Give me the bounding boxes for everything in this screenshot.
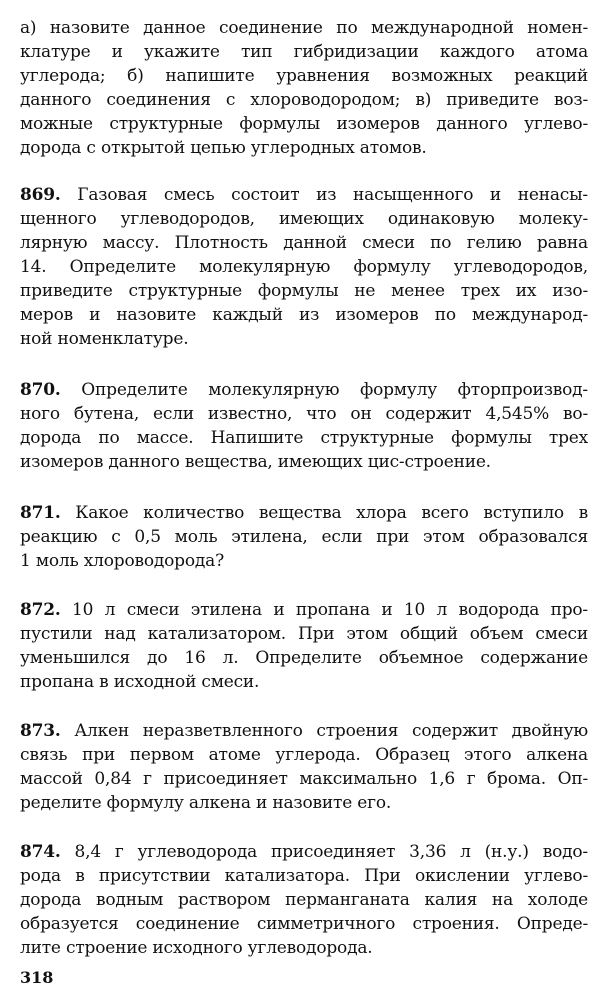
problem-first-line — [20, 598, 588, 622]
problem-line: дорода водным раствором перманганата калия на холоде — [20, 890, 588, 910]
problem-line: пропана в исходной смеси. — [20, 672, 260, 692]
page-number: 318 — [20, 968, 54, 987]
problem-first-line — [20, 719, 588, 743]
problem-text: 8,4 г углеводорода присоединяет 3,36 л (н.у.) водо- — [74, 842, 588, 862]
intro-paragraph — [20, 16, 588, 160]
problem-line: пустили над катализатором. При этом общий объем смеси — [20, 624, 588, 644]
problem-number: 871. — [20, 503, 61, 523]
problem-872 — [20, 598, 588, 694]
problem-line: изомеров данного вещества, имеющих цис-строение. — [20, 452, 491, 472]
intro-line: а) назовите данное соединение по международной номен- — [20, 18, 588, 38]
problem-869 — [20, 183, 588, 351]
problem-line: образуется соединение симметричного строения. Опреде- — [20, 914, 588, 934]
intro-line: можные структурные формулы изомеров данного углево- — [20, 114, 588, 134]
problem-number: 874. — [20, 842, 61, 862]
problem-874 — [20, 840, 588, 960]
problem-text: 10 л смеси этилена и пропана и 10 л водорода про- — [72, 600, 588, 620]
problem-number: 873. — [20, 721, 61, 741]
problem-number: 869. — [20, 185, 61, 205]
problem-line: дорода по массе. Напишите структурные формулы трех — [20, 428, 588, 448]
problem-line: ределите формулу алкена и назовите его. — [20, 793, 392, 813]
problem-line: приведите структурные формулы не менее трех их изо- — [20, 281, 588, 301]
problem-line: ного бутена, если известно, что он содержит 4,545% во- — [20, 404, 588, 424]
problem-line: щенного углеводородов, имеющих одинаковую молеку- — [20, 209, 588, 229]
problem-870 — [20, 378, 588, 474]
problem-first-line — [20, 501, 588, 525]
problem-line: меров и назовите каждый из изомеров по международ- — [20, 305, 588, 325]
problem-first-line — [20, 840, 588, 864]
problem-number: 870. — [20, 380, 61, 400]
problem-line: рода в присутствии катализатора. При окислении углево- — [20, 866, 588, 886]
problem-line: массой 0,84 г присоединяет максимально 1,6 г брома. Оп- — [20, 769, 588, 789]
problem-line: ной номенклатуре. — [20, 329, 189, 349]
problem-number: 872. — [20, 600, 61, 620]
problem-873 — [20, 719, 588, 815]
problem-line: реакцию с 0,5 моль этилена, если при этом образовался — [20, 527, 588, 547]
problem-text: Определите молекулярную формулу фторпроизвод- — [81, 380, 588, 400]
problem-871 — [20, 501, 588, 573]
intro-line: дорода с открытой цепью углеродных атомов. — [20, 138, 427, 158]
intro-line: клатуре и укажите тип гибридизации каждого атома — [20, 42, 588, 62]
problem-first-line — [20, 378, 588, 402]
problem-first-line — [20, 183, 588, 207]
problem-line: уменьшился до 16 л. Определите объемное содержание — [20, 648, 588, 668]
intro-line: углерода; б) напишите уравнения возможных реакций — [20, 66, 588, 86]
problem-line: связь при первом атоме углерода. Образец этого алкена — [20, 745, 588, 765]
problem-line: 1 моль хлороводорода? — [20, 551, 225, 571]
problem-text: Алкен неразветвленного строения содержит двойную — [74, 721, 588, 741]
problem-text: Какое количество вещества хлора всего вступило в — [75, 503, 588, 523]
problem-line: лярную массу. Плотность данной смеси по гелию равна — [20, 233, 588, 253]
problem-text: Газовая смесь состоит из насыщенного и ненасы- — [77, 185, 588, 205]
problem-line: 14. Определите молекулярную формулу углеводородов, — [20, 257, 588, 277]
problem-line: лите строение исходного углеводорода. — [20, 938, 373, 958]
intro-line: данного соединения с хлороводородом; в) приведите воз- — [20, 90, 588, 110]
